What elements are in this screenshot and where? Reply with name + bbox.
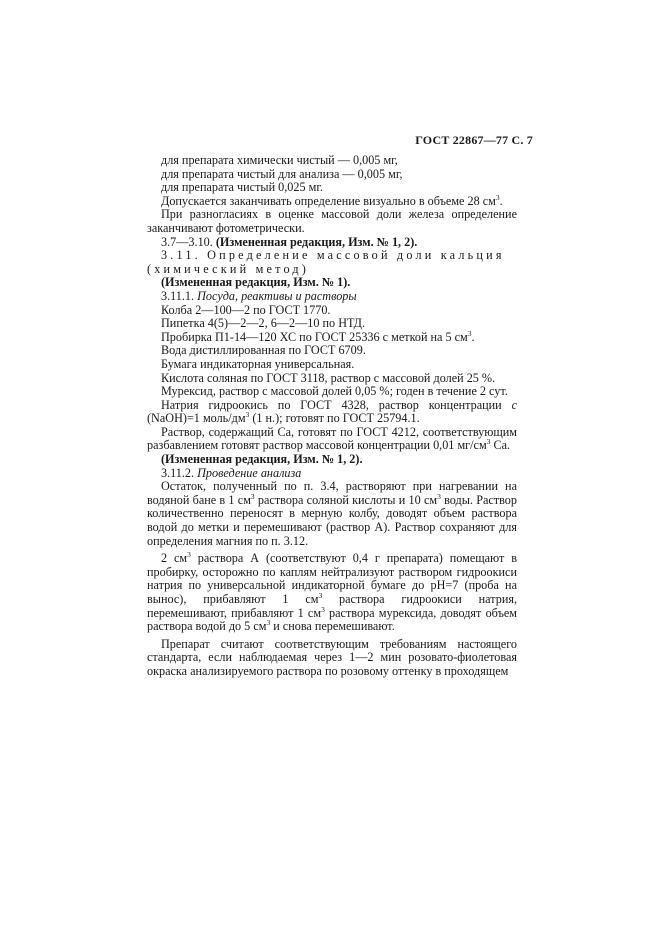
reagent-line: Пипетка 4(5)—2—2, 6—2—10 по НТД. (161, 316, 366, 331)
paragraph: 2 $см^3$ раствора А (соответствуют 0,4 г препарата) помещают в пробирку, осторожно по каплям нейтрализуют раствором гидроокиси натрия по универсальной индикаторной бумаге до рН=7 (проба на вынос), прибавляют 1 $см^3$ раствора гидроокиси натрия, перемешивают, прибавляют 1 $см^3$ раствора мурексида, доводят объем раствора водой до 5 $см^3$ и снова перемешивают. (147, 550, 518, 634)
amendment-note: (Измененная редакция, Изм. № 1, 2). (161, 452, 363, 467)
text-line: для препарата чистый для анализа — 0,005 мг, (161, 166, 403, 181)
reagent-line: Раствор, содержащий Са, готовят по ГОСТ 4212, соответствующим разбавлением готовят раствор массовой концентрации 0,01 $мг/см^3$ Са. (147, 424, 517, 453)
reagent-line: Мурексид, раствор с массовой долей 0,05 %; годен в течение 2 сут. (161, 384, 508, 399)
reagent-line: Колба 2—100—2 по ГОСТ 1770. (161, 302, 331, 317)
amendment-note: (Измененная редакция, Изм. № 1). (161, 275, 351, 290)
text-line: для препарата химически чистый — 0,005 мг, (161, 153, 398, 167)
paragraph: Допускается заканчивать определение визуально в объеме 28 $см^3$. (161, 192, 503, 208)
paragraph: При разногласиях в оценке массовой доли железа определение заканчивают фотометрически. (147, 207, 517, 235)
text-line: для препарата чистый 0,025 мг. (161, 180, 324, 195)
paragraph: Препарат считают соответствующим требованиям настоящего стандарта, если наблюдаемая через 1—2 мин розовато-фиолетовая окраска анализируемого раствора по розовому оттенку в проходящем (147, 636, 517, 678)
page-header: ГОСТ 22867—77 С. 7 (415, 133, 533, 147)
document-body (147, 154, 517, 679)
reagent-line: Вода дистиллированная по ГОСТ 6709. (161, 343, 366, 358)
paragraph: Остаток, полученный по п. 3.4, растворяют при нагревании на водяной бане в 1 $см^3$ раствора соляной кислоты и 10 $см^3$ воды. Раствор количественно переносят в мерную колбу, доводят объем раствора водой до метки и перемешивают (раствор А). Раствор сохраняют для определения магния по п. 3.12. (147, 479, 517, 548)
amendment-line: 3.7—3.10. (Измененная редакция, Изм. № 1, 2). (161, 234, 418, 249)
reagent-line: Пробирка П1-14—120 ХС по ГОСТ 25336 с меткой на 5 $см^3$. (161, 328, 475, 344)
reagent-line: Натрия гидроокись по ГОСТ 4328, раствор концентрации с (NaOH)=1 моль/$дм^3$ (1 н.); готовят по ГОСТ 25794.1. (147, 397, 517, 426)
subsection-heading: 3.11.2. Проведение анализа (161, 465, 302, 480)
subsection-heading: 3.11.1. Посуда, реактивы и растворы (161, 288, 357, 303)
reagent-line: Кислота соляная по ГОСТ 3118, раствор с массовой долей 25 %. (161, 370, 496, 385)
section-heading: 3.11. Определение массовой доли кальция (химический метод) (147, 248, 505, 276)
reagent-line: Бумага индикаторная универсальная. (161, 356, 355, 371)
